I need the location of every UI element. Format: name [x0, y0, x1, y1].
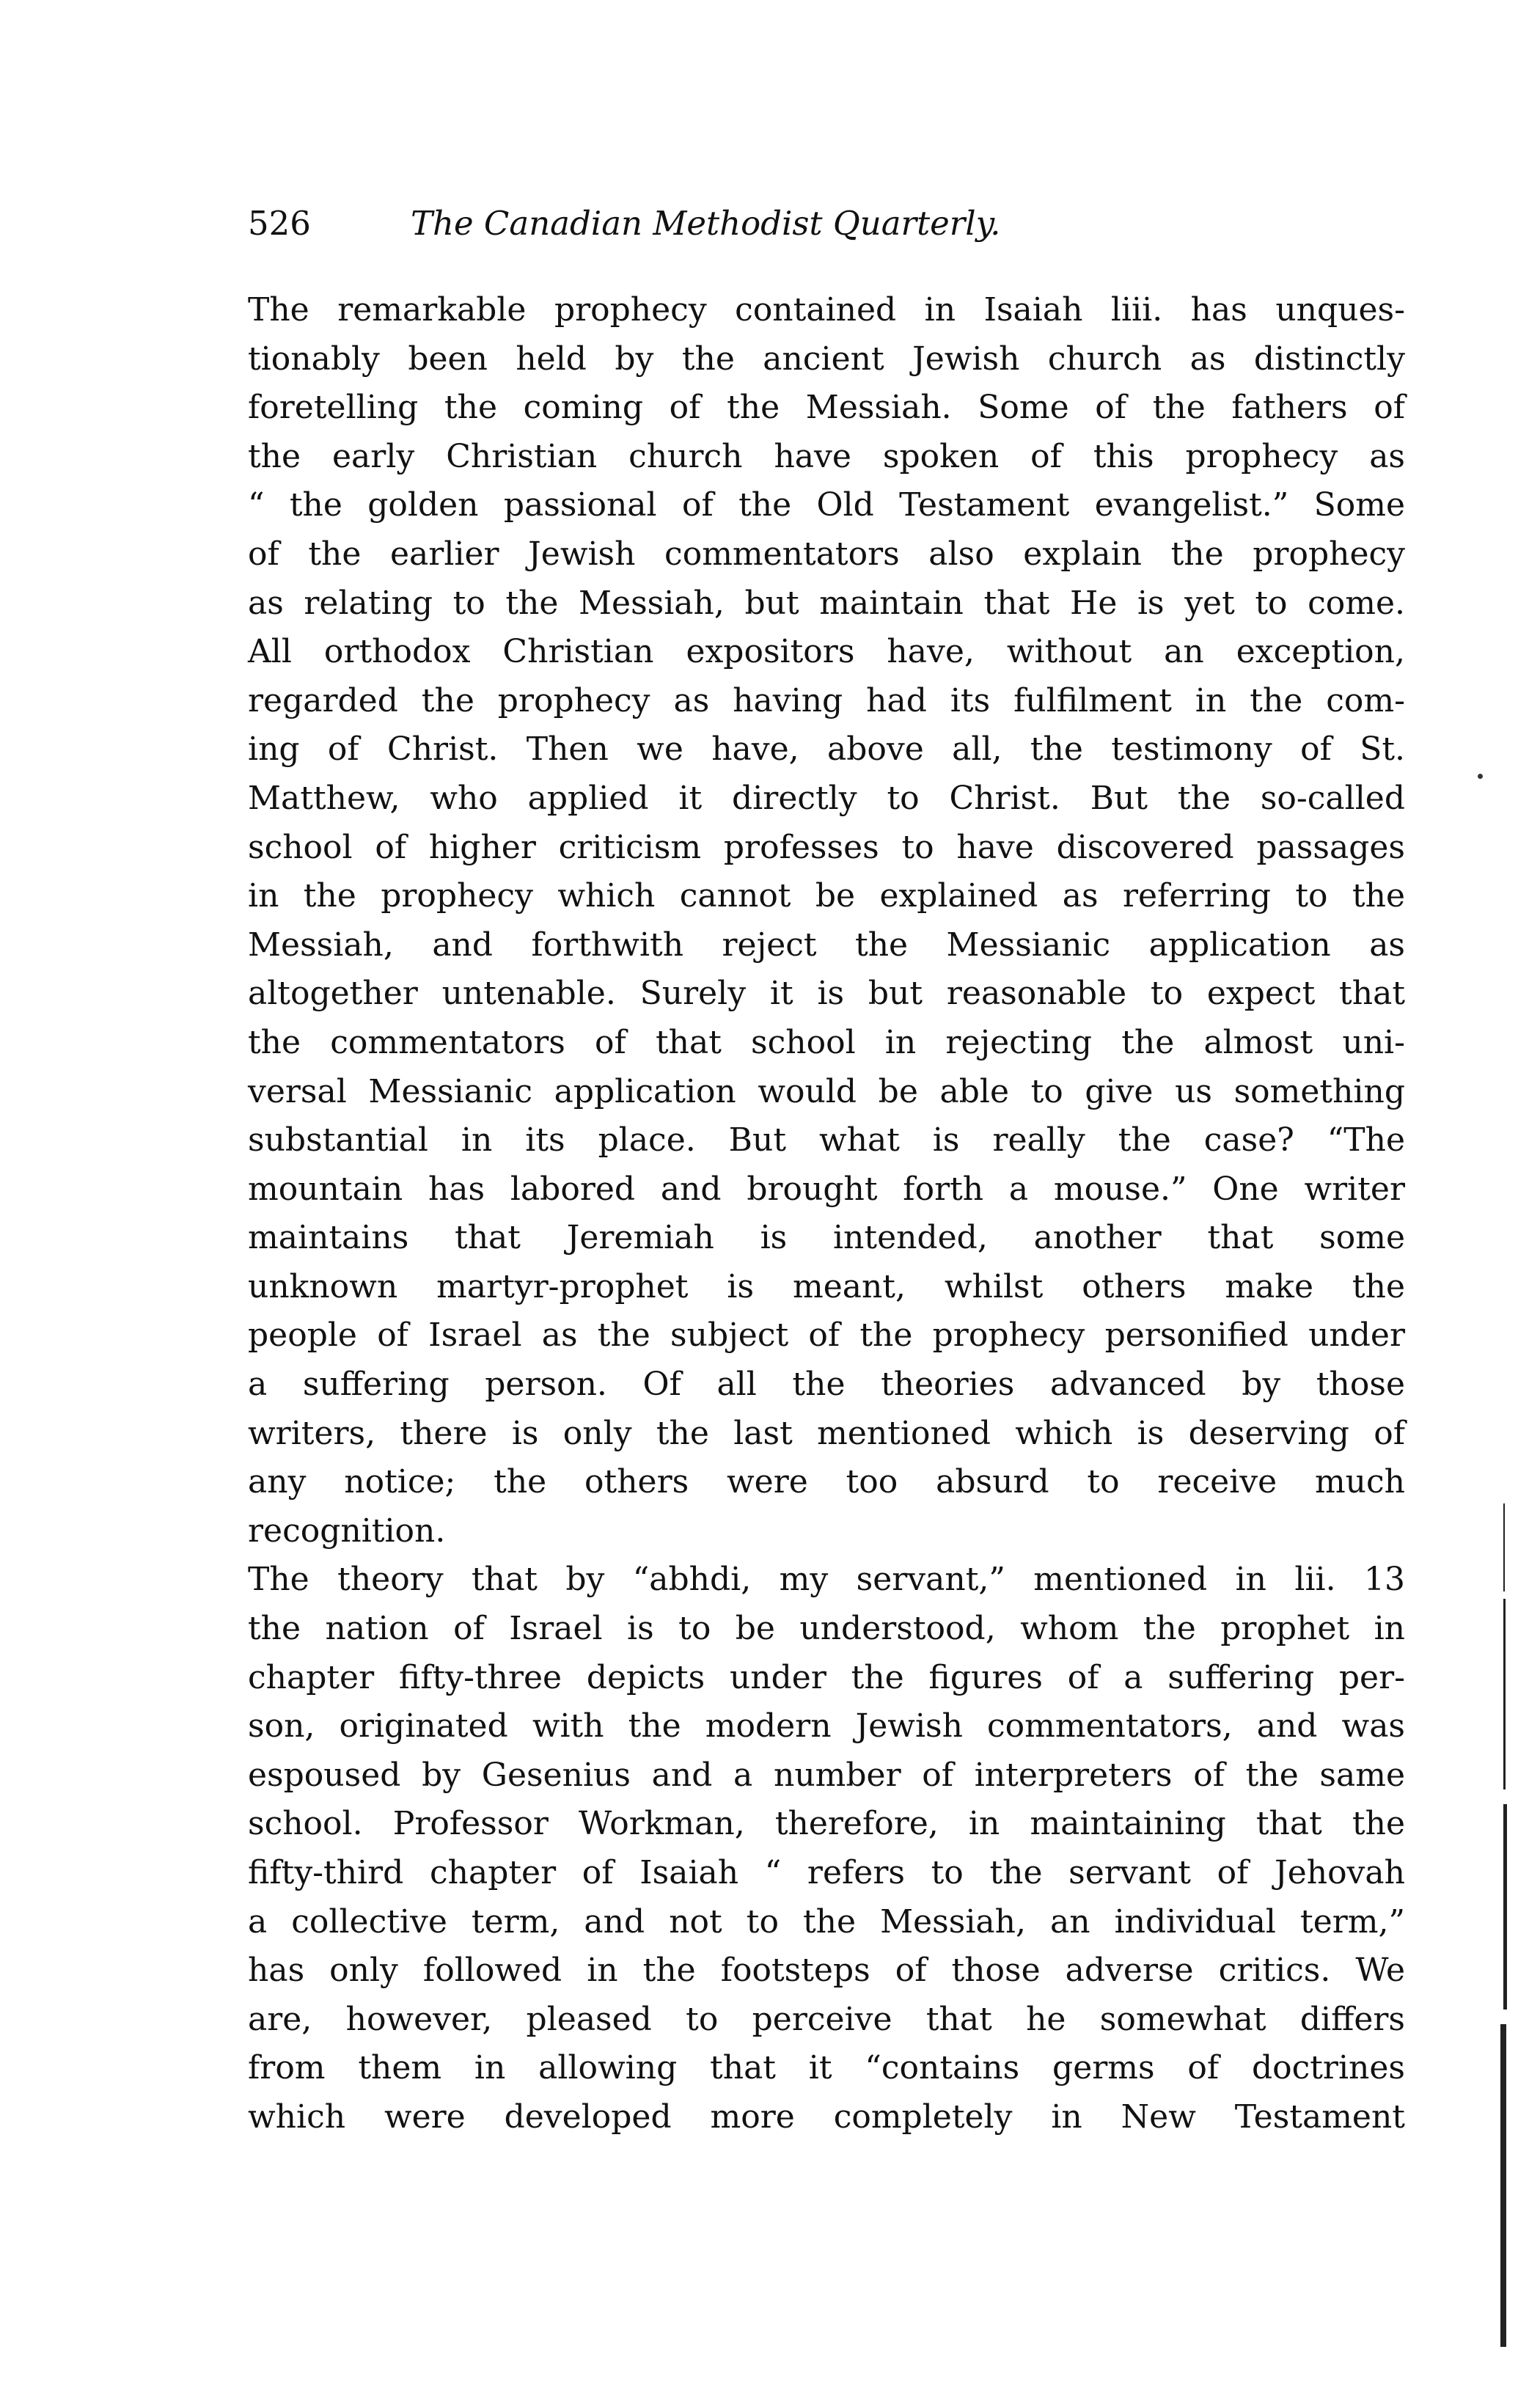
text-line: ing of Christ. Then we have, above all, the testimony of St.: [248, 730, 1405, 769]
text-line: Matthew, who applied it directly to Christ. But the so-called: [248, 779, 1405, 817]
text-line: substantial in its place. But what is really the case? “The: [248, 1121, 1405, 1159]
text-line: Messiah, and forthwith reject the Messianic application as: [248, 926, 1405, 964]
text-line: foretelling the coming of the Messiah. Some of the fathers of: [248, 389, 1405, 427]
text-line: “ the golden passional of the Old Testament evangelist.” Some: [248, 486, 1405, 524]
text-line: recognition.: [248, 1512, 446, 1550]
text-line: of the earlier Jewish commentators also explain the prophecy: [248, 535, 1405, 573]
page-header: [0, 198, 1540, 249]
text-line: writers, there is only the last mentioned which is deserving of: [248, 1414, 1405, 1452]
scan-artifact-mark: [1503, 1503, 1505, 1591]
text-line: The theory that by “abhdi, my servant,” mentioned in lii. 13: [248, 1561, 1405, 1599]
text-line: school of higher criticism professes to have discovered passages: [248, 828, 1405, 866]
text-line: chapter fifty-three depicts under the figures of a suffering per-: [248, 1658, 1405, 1696]
text-line: are, however, pleased to perceive that he somewhat differs: [248, 2000, 1405, 2038]
page-number: 526: [248, 204, 311, 243]
text-line: tionably been held by the ancient Jewish church as distinctly: [248, 340, 1405, 378]
text-line: the early Christian church have spoken of this prophecy as: [248, 437, 1405, 475]
text-line: son, originated with the modern Jewish commentators, and was: [248, 1707, 1405, 1745]
scan-artifact-dot: [1478, 774, 1483, 779]
text-line: fifty-third chapter of Isaiah “ refers to the servant of Jehovah: [248, 1854, 1405, 1891]
text-line: in the prophecy which cannot be explained as referring to the: [248, 877, 1405, 915]
text-line: a collective term, and not to the Messiah, an individual term,”: [248, 1902, 1405, 1941]
text-line: altogether untenable. Surely it is but reasonable to expect that: [248, 975, 1405, 1013]
text-line: the commentators of that school in rejecting the almost uni-: [248, 1023, 1405, 1061]
scan-artifact-mark: [1500, 2024, 1506, 2347]
body-text: [248, 286, 1405, 2142]
text-line: mountain has labored and brought forth a mouse.” One writer: [248, 1170, 1405, 1208]
text-line: as relating to the Messiah, but maintain that He is yet to come.: [248, 584, 1405, 622]
text-line: which were developed more completely in New Testament: [248, 2098, 1405, 2136]
text-line: All orthodox Christian expositors have, without an exception,: [248, 633, 1405, 671]
text-line: versal Messianic application would be able to give us something: [248, 1072, 1405, 1110]
text-line: from them in allowing that it “contains germs of doctrines: [248, 2049, 1405, 2087]
text-line: espoused by Gesenius and a number of interpreters of the same: [248, 1756, 1405, 1794]
text-line: regarded the prophecy as having had its fulfilment in the com-: [248, 681, 1405, 719]
text-line: people of Israel as the subject of the prophecy personified under: [248, 1316, 1405, 1355]
text-line: a suffering person. Of all the theories advanced by those: [248, 1366, 1405, 1404]
text-line: The remarkable prophecy contained in Isaiah liii. has unques-: [248, 291, 1405, 329]
running-title: The Canadian Methodist Quarterly.: [411, 204, 1001, 243]
text-line: unknown martyr-prophet is meant, whilst others make the: [248, 1267, 1405, 1305]
text-line: maintains that Jeremiah is intended, another that some: [248, 1219, 1405, 1257]
text-line: has only followed in the footsteps of those adverse critics. We: [248, 1952, 1405, 1990]
scan-artifact-mark: [1503, 1599, 1506, 1789]
text-line: school. Professor Workman, therefore, in maintaining that the: [248, 1805, 1405, 1843]
text-line: any notice; the others were too absurd to receive much: [248, 1463, 1405, 1501]
text-line: the nation of Israel is to be understood, whom the prophet in: [248, 1610, 1405, 1648]
scan-artifact-mark: [1503, 1804, 1507, 2010]
